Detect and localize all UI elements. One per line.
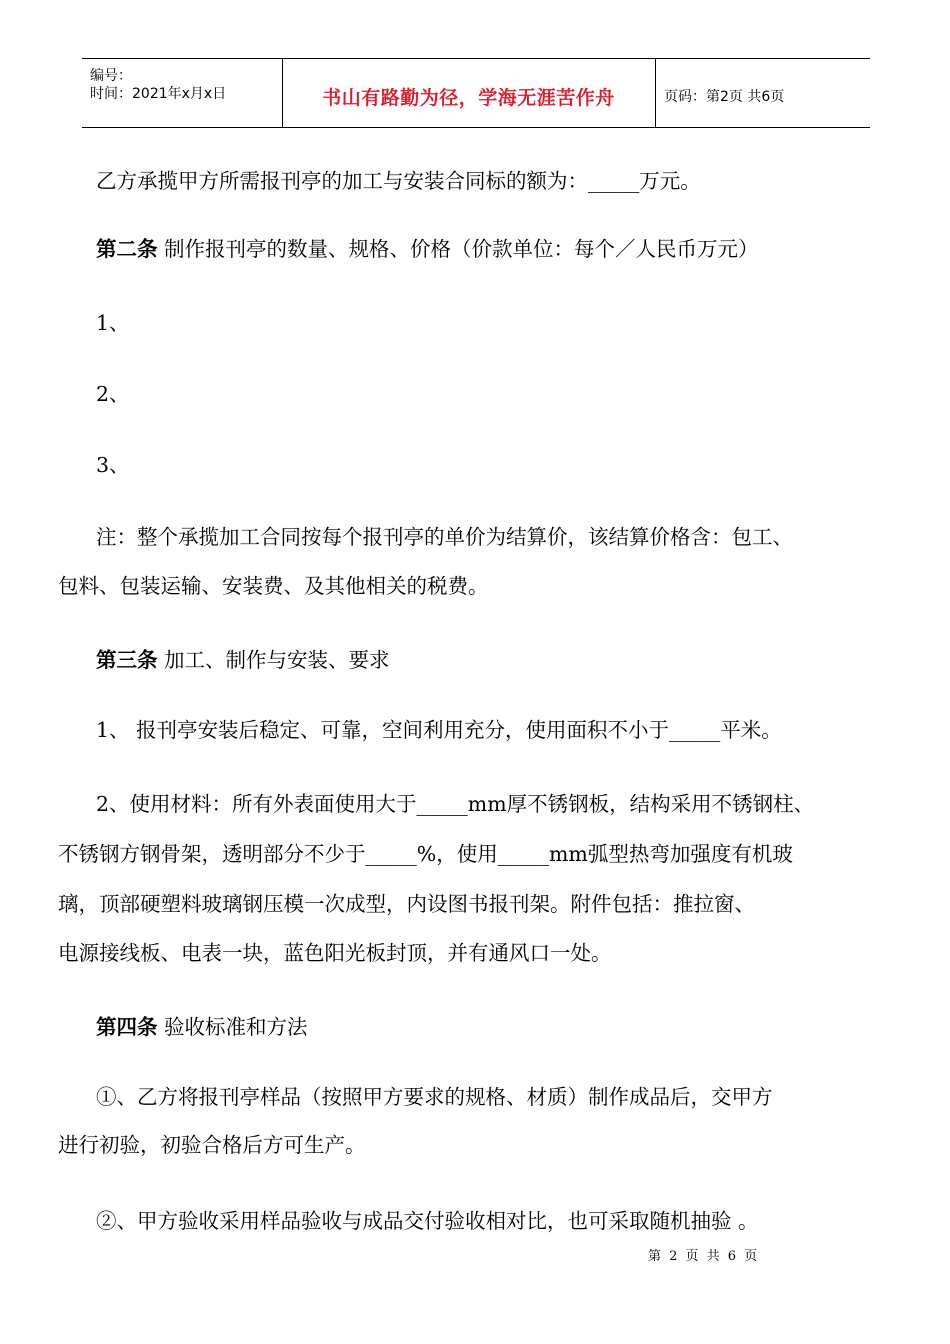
article-three-heading [96, 644, 946, 676]
header-page-cell [656, 59, 870, 127]
page-footer: 第 2 页 共 6 页 [648, 1249, 760, 1264]
article-four-title: 第四条 [96, 1015, 158, 1039]
note-line-2: 包料、包装运输、安装费、及其他相关的税费。 [58, 574, 489, 598]
article-three-text: 加工、制作与安装、要求 [157, 648, 390, 672]
page-code: 页码：第2页 共6页 [664, 89, 785, 105]
article-two-text: 制作报刊亭的数量、规格、价格（价款单位：每个／人民币万元） [157, 237, 759, 261]
inspection-2: ②、甲方验收采用样品验收与成品交付验收相对比，也可采取随机抽验 。 [96, 1209, 759, 1233]
article-two-heading [96, 233, 946, 265]
article-two-title: 第二条 [96, 237, 158, 261]
contract-amount-line: 乙方承揽甲方所需报刊亭的加工与安装合同标的额为：_____万元。 [96, 169, 701, 193]
article-four-text: 验收标准和方法 [157, 1015, 308, 1039]
header-meta-cell [82, 59, 283, 127]
requirement-2-line-1: 2、使用材料：所有外表面使用大于_____mm厚不锈钢板，结构采用不锈钢柱、 [96, 792, 815, 816]
list-item-3: 3、 [96, 453, 130, 477]
list-item-1: 1、 [96, 311, 130, 335]
inspection-1-line-2: 进行初验，初验合格后方可生产。 [58, 1133, 366, 1157]
inspection-1-line-1: ①、乙方将报刊亭样品（按照甲方要求的规格、材质）制作成品后，交甲方 [96, 1085, 773, 1109]
note-line-1: 注：整个承揽加工合同按每个报刊亭的单价为结算价，该结算价格含：包工、 [96, 525, 793, 549]
header-motto-cell [282, 59, 656, 127]
requirement-2-line-2: 不锈钢方钢骨架，透明部分不少于_____%，使用_____mm弧型热弯加强度有机玻 [58, 842, 793, 866]
motto: 书山有路勤为径，学海无涯苦作舟 [322, 87, 615, 109]
requirement-1: 1、 报刊亭安装后稳定、可靠，空间利用充分，使用面积不小于_____平米。 [96, 718, 782, 742]
page-header [82, 58, 870, 128]
document-time: 时间：2021年x月x日 [90, 86, 227, 102]
document-number-label: 编号： [90, 68, 132, 84]
article-three-title: 第三条 [96, 648, 158, 672]
list-item-2: 2、 [96, 382, 130, 406]
requirement-2-line-3: 璃，顶部硬塑料玻璃钢压模一次成型，内设图书报刊架。附件包括：推拉窗、 [58, 892, 755, 916]
article-four-heading [96, 1011, 946, 1043]
requirement-2-line-4: 电源接线板、电表一块，蓝色阳光板封顶，并有通风口一处。 [58, 941, 612, 965]
